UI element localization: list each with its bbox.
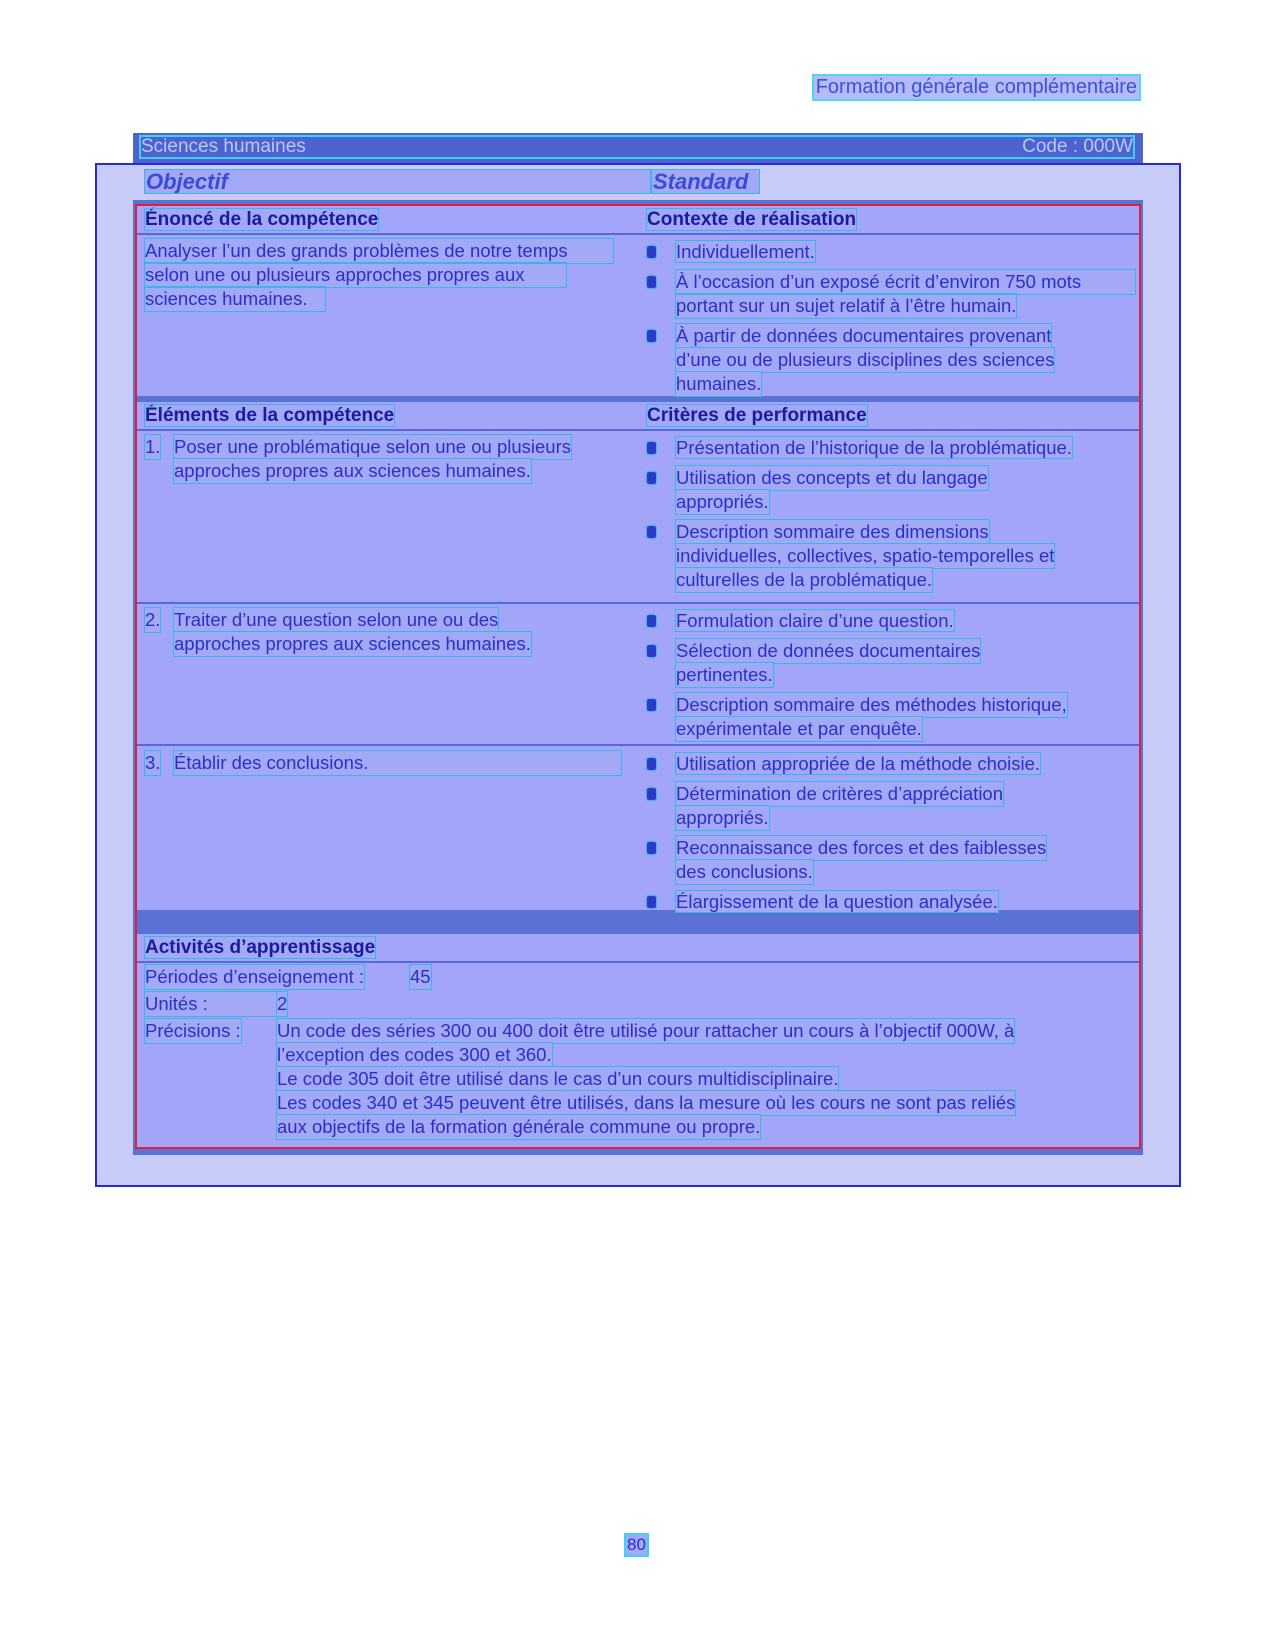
list-item: Sélection de données documentaires pertinentes. — [647, 639, 1135, 687]
units-value: 2 — [277, 993, 288, 1014]
bullet-icon — [647, 472, 656, 484]
list-item: À partir de données documentaires provenant d’une ou de plusieurs disciplines des sciences humaines. — [647, 324, 1135, 396]
criteria-list-3 — [647, 752, 1135, 920]
competence-elements-section — [137, 402, 1139, 910]
list-item: Utilisation appropriée de la méthode choisie. — [647, 752, 1135, 776]
row-divider — [137, 602, 1139, 604]
units-label: Unités : — [145, 992, 277, 1016]
bullet-icon — [647, 896, 656, 908]
row-divider — [137, 744, 1139, 746]
elements-heading: Éléments de la compétence — [145, 405, 395, 426]
competence-statement-section — [137, 206, 1139, 396]
list-item: Description sommaire des méthodes historique, expérimentale et par enquête. — [647, 693, 1135, 741]
standard-heading: Standard — [652, 170, 759, 193]
context-list — [647, 240, 1135, 402]
criteria-heading: Critères de performance — [647, 405, 867, 426]
page-number: 80 — [627, 1535, 646, 1554]
bullet-icon — [647, 330, 656, 342]
bullet-icon — [647, 645, 656, 657]
periods-label: Périodes d’enseignement : — [145, 966, 365, 987]
bullet-icon — [647, 842, 656, 854]
competence-statement: Analyser l’un des grands problèmes de notre temps selon une ou plusieurs approches propres aux sciences humaines. — [145, 239, 621, 311]
bullet-icon — [647, 526, 656, 538]
list-item: Reconnaissance des forces et des faiblesses des conclusions. — [647, 836, 1135, 884]
bullet-icon — [647, 758, 656, 770]
bullet-icon — [647, 246, 656, 258]
page-header: Formation générale complémentaire — [815, 76, 1137, 98]
objective-heading: Objectif — [145, 170, 650, 193]
element-item-3: 3. Établir des conclusions. — [145, 751, 621, 775]
element-item-2: 2. Traiter d’une question selon une ou des approches propres aux sciences humaines. — [145, 609, 531, 654]
list-item: À l’occasion d’un exposé écrit d’environ 750 mots portant sur un sujet relatif à l’être humain. — [647, 270, 1135, 318]
bullet-icon — [647, 788, 656, 800]
periods-value: 45 — [410, 966, 431, 987]
list-item: Utilisation des concepts et du langage appropriés. — [647, 466, 1135, 514]
statement-heading: Énoncé de la compétence — [145, 209, 379, 230]
activities-details — [145, 965, 1135, 1139]
list-item: Élargissement de la question analysée. — [647, 890, 1135, 914]
list-item: Formulation claire d’une question. — [647, 609, 1135, 633]
bullet-icon — [647, 615, 656, 627]
criteria-list-2 — [647, 609, 1135, 747]
list-item: Détermination de critères d’appréciation appropriés. — [647, 782, 1135, 830]
precisions-text: Un code des séries 300 ou 400 doit être utilisé pour rattacher un cours à l’objectif 000W, à l’exception des codes 300 et 360. Le code 305 doit être utilisé dans le cas d’un cours multidisciplinaire. Les codes 340 et 345 peuvent être utilisés, dans la mesure où les cours ne sont pas reliés aux objectifs de la formation générale commune ou propre. — [277, 1020, 1016, 1137]
list-item: Individuellement. — [647, 240, 1135, 264]
learning-activities-section — [137, 934, 1139, 1147]
course-code: Code : 000W — [1022, 136, 1133, 157]
element-item-1: 1. Poser une problématique selon une ou plusieurs approches propres aux sciences humaines. — [145, 436, 571, 481]
criteria-list-1 — [647, 436, 1135, 598]
bullet-icon — [647, 442, 656, 454]
bullet-icon — [647, 276, 656, 288]
list-item: Présentation de l’historique de la problématique. — [647, 436, 1135, 460]
activities-heading: Activités d’apprentissage — [145, 937, 376, 958]
bullet-icon — [647, 699, 656, 711]
subject-title: Sciences humaines — [141, 136, 306, 157]
context-heading: Contexte de réalisation — [647, 209, 857, 230]
title-bar — [133, 133, 1143, 163]
list-item: Description sommaire des dimensions individuelles, collectives, spatio-temporelles et culturelles de la problématique. — [647, 520, 1135, 592]
precisions-label: Précisions : — [145, 1020, 241, 1041]
